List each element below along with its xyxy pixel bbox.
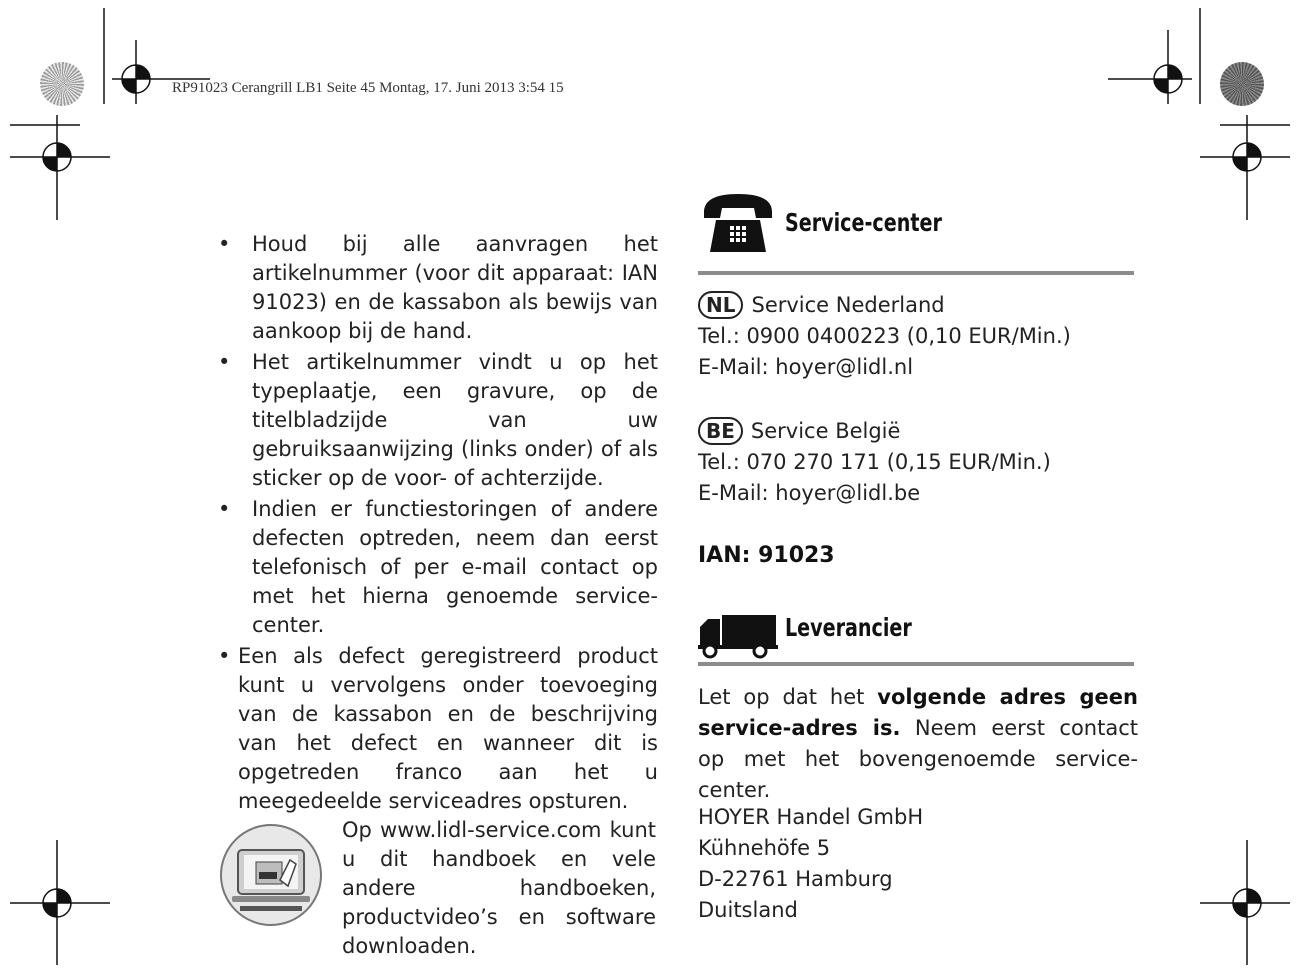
divider	[698, 662, 1134, 666]
address-line: Duitsland	[698, 898, 798, 922]
list-item: • Houd bij alle aanvragen het artikelnummer (voor dit apparaat: IAN 91023) en de kassabon als bewijs van aankoop bij de hand.	[218, 232, 658, 343]
download-text: Op www.lidl-service.com kunt u dit handboek en vele andere handboeken, productvideo’s en software downloaden.	[342, 818, 656, 958]
supplier-address	[698, 802, 923, 926]
list-item: • Indien er functiestoringen of andere defecten optreden, neem dan eerst telefonisch of per e-mail contact op met het hierna genoemde service-center.	[218, 497, 658, 637]
service-nl	[698, 290, 1138, 383]
instructions-list	[218, 230, 658, 818]
country-badge-nl: NL	[698, 291, 743, 319]
address-line: HOYER Handel GmbH	[698, 805, 924, 829]
list-item-text: Een als defect geregistreerd product kunt u vervolgens onder toevoeging van de kassabon en de beschrijving van het defect en wanneer dit is opgetreden franco aan het u meegedeelde serviceadres opsturen.	[238, 644, 658, 813]
service-heading: Service-center	[785, 208, 942, 237]
truck-icon	[698, 613, 778, 659]
service-nl-title: Service Nederland	[751, 293, 945, 317]
list-item-text: Het artikelnummer vindt u op het typeplaatje, een gravure, op de titelbladzijde van uw gebruiksaanwijzing (links onder) of als sticker op de voor- of achterzijde.	[252, 350, 658, 490]
divider	[698, 271, 1134, 275]
service-nl-phone: Tel.: 0900 0400223 (0,10 EUR/Min.)	[698, 324, 1071, 348]
service-be-title: Service België	[750, 419, 901, 443]
service-heading-row	[698, 190, 1134, 250]
address-line: D-22761 Hamburg	[698, 867, 893, 891]
list-item: • Een als defect geregistreerd product kunt u vervolgens onder toevoeging van de kassabon en de beschrijving van het defect en wanneer dit is opgetreden franco aan het u meegedeelde serviceadres opsturen.	[218, 642, 658, 816]
list-item-text: Houd bij alle aanvragen het artikelnummer (voor dit apparaat: IAN 91023) en de kassabon als bewijs van aankoop bij de hand.	[252, 232, 658, 343]
telephone-icon	[700, 190, 776, 254]
service-be	[698, 416, 1138, 509]
service-be-phone: Tel.: 070 270 171 (0,15 EUR/Min.)	[698, 450, 1051, 474]
supplier-notice: Let op dat het volgende adres geen service-adres is. Neem eerst contact op met het bovengenoemde service-center.	[698, 685, 1139, 802]
list-item: • Het artikelnummer vindt u op het typeplaatje, een gravure, op de titelbladzijde van uw gebruiksaanwijzing (links onder) of als sticker op de voor- of achterzijde.	[218, 350, 658, 490]
service-be-email: E-Mail: hoyer@lidl.be	[698, 481, 921, 505]
list-item-text: Indien er functiestoringen of andere defecten optreden, neem dan eerst telefonisch of per e-mail contact op met het hierna genoemde service-center.	[252, 497, 658, 637]
supplier-heading-row	[698, 595, 1134, 655]
supplier-heading: Leverancier	[785, 613, 912, 642]
print-slug: RP91023 Cerangrill LB1 Seite 45 Montag, 17. Juni 2013 3:54 15	[172, 80, 564, 96]
ian-number: IAN: 91023	[698, 543, 835, 568]
address-line: Kühnehöfe 5	[698, 836, 831, 860]
country-badge-be: BE	[698, 417, 743, 445]
notice-emphasis: volgende adres geen service-adres is.	[698, 685, 1138, 740]
pdf-online-icon	[218, 822, 324, 928]
service-nl-email: E-Mail: hoyer@lidl.nl	[698, 355, 914, 379]
download-info	[218, 816, 658, 958]
